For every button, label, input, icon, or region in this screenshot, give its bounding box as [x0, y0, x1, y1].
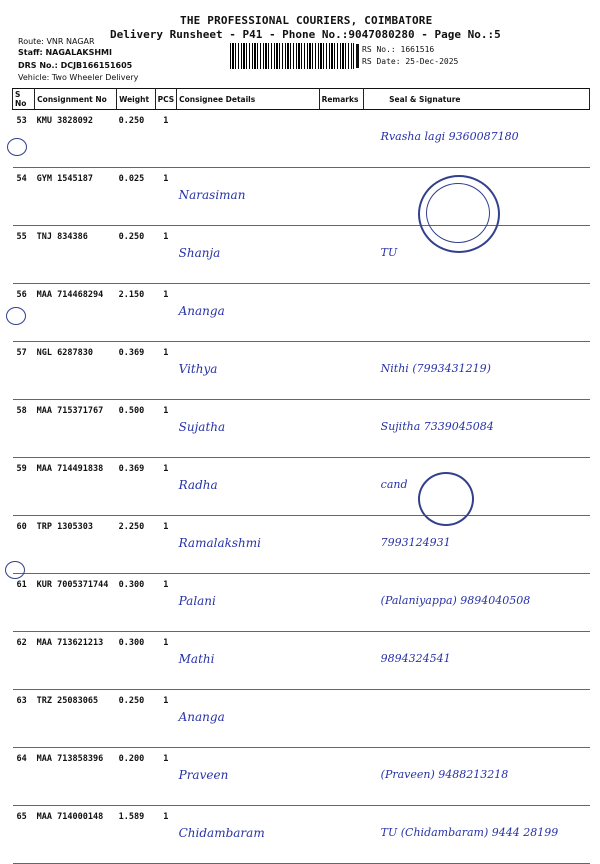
circle-mark	[6, 307, 26, 325]
handwritten-signature: Rvasha lagi 9360087180	[380, 130, 519, 143]
col-seal: Seal & Signature	[364, 89, 590, 110]
row-consignment-no: MAA 715371767	[35, 400, 117, 458]
table-row	[13, 168, 590, 226]
row-weight: 0.250	[117, 226, 155, 284]
row-consignment-no: MAA 714000148	[35, 806, 117, 864]
row-weight: 0.250	[117, 690, 155, 748]
row-consignee	[177, 690, 319, 748]
row-weight: 0.200	[117, 748, 155, 806]
col-remarks: Remarks	[319, 89, 364, 110]
row-weight: 0.025	[117, 168, 155, 226]
row-sno: 53	[13, 110, 35, 168]
row-sno: 54	[13, 168, 35, 226]
row-pcs: 1	[155, 284, 177, 342]
row-pcs: 1	[155, 110, 177, 168]
row-pcs: 1	[155, 400, 177, 458]
seal-stamp-inner	[426, 183, 490, 243]
row-sno: 56	[13, 284, 35, 342]
handwritten-consignee: Mathi	[178, 652, 215, 666]
row-sno: 65	[13, 806, 35, 864]
handwritten-signature: TU	[380, 246, 398, 259]
company-title: THE PROFESSIONAL COURIERS, COIMBATORE	[180, 14, 433, 27]
row-consignee	[177, 110, 319, 168]
row-consignee	[177, 226, 319, 284]
row-consignee	[177, 806, 319, 864]
row-remarks	[319, 110, 364, 168]
row-consignee	[177, 284, 319, 342]
circle-mark	[7, 138, 27, 156]
row-weight: 0.250	[117, 110, 155, 168]
barcode-end	[356, 44, 359, 68]
row-consignment-no: KUR 7005371744	[35, 574, 117, 632]
row-consignee	[177, 574, 319, 632]
table-row	[13, 342, 590, 400]
handwritten-signature: 9894324541	[380, 652, 451, 665]
col-weight: Weight	[117, 89, 155, 110]
handwritten-signature: Sujitha 7339045084	[380, 420, 494, 433]
row-remarks	[319, 458, 364, 516]
row-signature	[364, 806, 590, 864]
row-weight: 0.369	[117, 458, 155, 516]
table-row	[13, 748, 590, 806]
table-row	[13, 284, 590, 342]
row-signature	[364, 458, 590, 516]
handwritten-consignee: Praveen	[178, 768, 229, 782]
handwritten-consignee: Ramalakshmi	[178, 536, 261, 550]
row-sno: 58	[13, 400, 35, 458]
row-consignment-no: NGL 6287830	[35, 342, 117, 400]
col-sno: S No	[13, 89, 35, 110]
handwritten-consignee: Sujatha	[178, 420, 226, 434]
row-consignment-no: KMU 3828092	[35, 110, 117, 168]
col-consignee: Consignee Details	[177, 89, 319, 110]
handwritten-consignee: Shanja	[178, 246, 221, 260]
table-row	[13, 110, 590, 168]
row-pcs: 1	[155, 632, 177, 690]
row-sno: 62	[13, 632, 35, 690]
row-pcs: 1	[155, 342, 177, 400]
handwritten-signature: 7993124931	[380, 536, 451, 549]
row-remarks	[319, 690, 364, 748]
row-signature	[364, 110, 590, 168]
row-consignment-no: GYM 1545187	[35, 168, 117, 226]
row-weight: 2.250	[117, 516, 155, 574]
runsheet-table	[12, 88, 590, 864]
row-remarks	[319, 806, 364, 864]
row-signature	[364, 284, 590, 342]
staff-label: Staff: NAGALAKSHMI	[18, 48, 112, 57]
handwritten-consignee: Ananga	[178, 304, 225, 318]
col-consignment: Consignment No	[35, 89, 117, 110]
row-sno: 61	[13, 574, 35, 632]
row-consignment-no: TNJ 834386	[35, 226, 117, 284]
row-consignment-no: MAA 713858396	[35, 748, 117, 806]
row-consignee	[177, 342, 319, 400]
row-sno: 59	[13, 458, 35, 516]
handwritten-signature: (Praveen) 9488213218	[380, 768, 509, 781]
row-pcs: 1	[155, 516, 177, 574]
row-consignee	[177, 632, 319, 690]
row-consignee	[177, 168, 319, 226]
table-row	[13, 458, 590, 516]
row-consignee	[177, 516, 319, 574]
handwritten-consignee: Vithya	[178, 362, 218, 376]
row-pcs: 1	[155, 574, 177, 632]
handwritten-consignee: Ananga	[178, 710, 225, 724]
handwritten-consignee: Narasiman	[178, 188, 246, 202]
row-consignee	[177, 748, 319, 806]
row-pcs: 1	[155, 806, 177, 864]
row-consignment-no: MAA 714468294	[35, 284, 117, 342]
runsheet-title: Delivery Runsheet - P41 - Phone No.:9047080280 - Page No.:5	[110, 28, 501, 41]
table-row	[13, 574, 590, 632]
row-remarks	[319, 516, 364, 574]
row-remarks	[319, 342, 364, 400]
row-consignment-no: MAA 713621213	[35, 632, 117, 690]
row-consignment-no: MAA 714491838	[35, 458, 117, 516]
row-remarks	[319, 400, 364, 458]
handwritten-signature: Nithi (7993431219)	[380, 362, 491, 375]
row-remarks	[319, 748, 364, 806]
table-row	[13, 632, 590, 690]
rs-date: RS Date: 25-Dec-2025	[362, 57, 459, 66]
row-sno: 55	[13, 226, 35, 284]
row-sno: 64	[13, 748, 35, 806]
row-remarks	[319, 632, 364, 690]
row-consignment-no: TRP 1305303	[35, 516, 117, 574]
row-weight: 1.589	[117, 806, 155, 864]
row-remarks	[319, 226, 364, 284]
row-pcs: 1	[155, 690, 177, 748]
table-row	[13, 400, 590, 458]
row-weight: 0.300	[117, 632, 155, 690]
row-weight: 0.369	[117, 342, 155, 400]
row-signature	[364, 632, 590, 690]
row-signature	[364, 748, 590, 806]
row-sno: 63	[13, 690, 35, 748]
seal-stamp-2	[418, 472, 474, 526]
row-pcs: 1	[155, 226, 177, 284]
row-remarks	[319, 284, 364, 342]
row-signature	[364, 342, 590, 400]
row-signature	[364, 516, 590, 574]
row-weight: 0.300	[117, 574, 155, 632]
row-consignee	[177, 458, 319, 516]
row-weight: 2.150	[117, 284, 155, 342]
row-remarks	[319, 168, 364, 226]
vehicle-label: Vehicle: Two Wheeler Delivery	[18, 73, 139, 82]
row-pcs: 1	[155, 168, 177, 226]
table-header	[13, 89, 590, 110]
row-weight: 0.500	[117, 400, 155, 458]
handwritten-signature: TU (Chidambaram) 9444 28199	[380, 826, 559, 839]
row-consignment-no: TRZ 25083065	[35, 690, 117, 748]
handwritten-signature: cand	[380, 478, 408, 491]
route-label: Route: VNR NAGAR	[18, 37, 95, 46]
barcode	[230, 43, 354, 69]
table-row	[13, 806, 590, 864]
row-pcs: 1	[155, 458, 177, 516]
row-signature	[364, 574, 590, 632]
handwritten-consignee: Radha	[178, 478, 218, 492]
col-pcs: PCS	[155, 89, 177, 110]
table-row	[13, 516, 590, 574]
row-remarks	[319, 574, 364, 632]
rs-number: RS No.: 1661516	[362, 45, 435, 54]
table-row	[13, 690, 590, 748]
handwritten-signature: (Palaniyappa) 9894040508	[380, 594, 531, 607]
row-pcs: 1	[155, 748, 177, 806]
handwritten-consignee: Chidambaram	[178, 826, 265, 840]
row-signature	[364, 400, 590, 458]
handwritten-consignee: Palani	[178, 594, 216, 608]
row-sno: 57	[13, 342, 35, 400]
row-signature	[364, 690, 590, 748]
row-consignee	[177, 400, 319, 458]
drs-label: DRS No.: DCJB166151605	[18, 61, 133, 70]
table-row	[13, 226, 590, 284]
circle-mark	[5, 561, 25, 579]
row-sno: 60	[13, 516, 35, 574]
